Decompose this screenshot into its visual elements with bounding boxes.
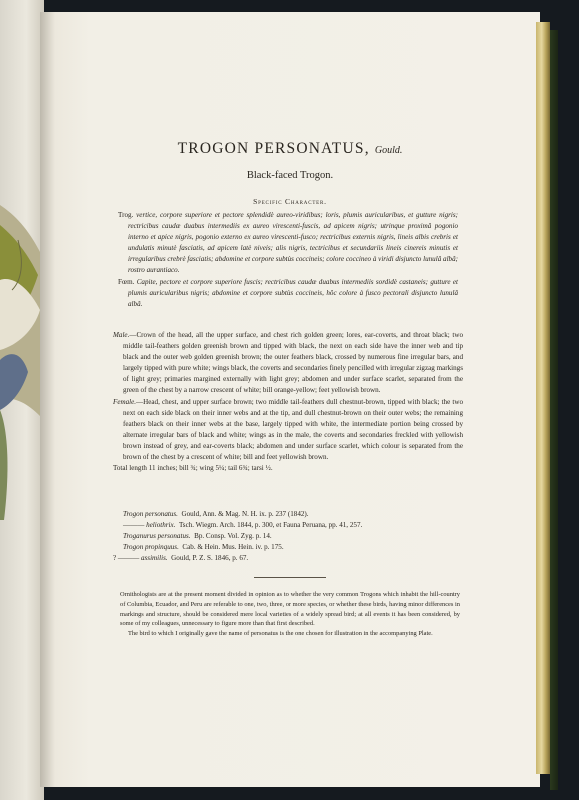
specific-character-heading: Specific Character. bbox=[253, 197, 327, 206]
notes-paragraph: Ornithologists are at the present moment divided in opinion as to whether the very common Trogons which inhabit the hill-country of Columbia, Ecuador, and Peru are referable to one, two, three, or more species, or whether these birds, having minor differences in markings and structure, should be considered mere local varieties of a widely spread bird; at all events it has been considered, by some of my colleagues, unnecessary to figure more than that first described. bbox=[120, 591, 460, 628]
text-page bbox=[40, 12, 540, 787]
measurements: Total length 11 inches; bill ¾; wing 5¼; tail 6¾; tarsi ½. bbox=[113, 464, 273, 473]
page-title: TROGON PERSONATUS, Gould. bbox=[177, 140, 403, 157]
book-cover-edge bbox=[550, 30, 558, 790]
synonym-entry: Trogon propinquus. Cab. & Hein. Mus. Hein. iv. p. 175. bbox=[123, 543, 284, 552]
synonym-entry: ——— heliothrix. Tsch. Wiegm. Arch. 1844, p. 300, et Fauna Peruana, pp. 41, 257. bbox=[123, 521, 363, 530]
english-description bbox=[113, 330, 463, 474]
female-description: —Head, chest, and upper surface brown; two middle tail-feathers dull chestnut-brown, tipped with black; the two next on each side black on their inner webs and at the tip, and dull chestnut-brown on their outer webs; the remaining feathers black on their inner webs at the base, largely tipped with white, the intermediate portion being crossed by alternate irregular bars of black and white; wings as in the male, the coverts and secondaries freckled with yellowish brown instead of grey, and ear-coverts black; abdomen and under surface scarlet, which colour is separated from the brown of the chest by a crescent of white; bill and feet yellowish brown. bbox=[123, 397, 463, 462]
latin-diagnosis bbox=[118, 210, 458, 310]
notes-paragraph: The bird to which I originally gave the name of personatus is the one chosen for illustration in the accompanying Plate. bbox=[128, 630, 433, 638]
female-latin-label: Fœm. bbox=[118, 277, 135, 286]
synonym-entry: ? ——— assimilis. Gould, P. Z. S. 1846, p. 67. bbox=[113, 554, 249, 563]
synonymy-list bbox=[113, 509, 469, 564]
male-description: —Crown of the head, all the upper surface, and chest rich golden green; lores, ear-coverts, and throat black; two middle tail-feathers golden greenish brown and tipped with black, the next on each side have the inner web and tip black and the outer web golden greenish brown; the outer feathers black, crossed by numerous fine irregular bars, and largely tipped with pure white; wings black, the coverts and secondaries finely pencilled with irregular zigzag markings of light grey; primaries margined externally with light grey; abdomen and under surface scarlet, separated from the green of the chest by a narrow crescent of white; bill orange-yellow; feet yellowish brown. bbox=[123, 331, 463, 395]
section-divider bbox=[254, 577, 326, 578]
male-latin-text: vertice, corpore superiore et pectore splendidè aureo-viridibus; loris, plumis auricularibus, et gutture nigris; rectricibus caudæ duabus intermediis ex aureo virescenti-fuscis, ad apicem nigris; utrinque proximâ pogonio interno et apice nigris, pogonio externo ex aureo virescenti-fusco; rectricibus externis nigris, lineis albis crebris et undulatis minutè fasciatis, ad apicem latè niveis; alis nigris, tectricibus et secundariis lineis cinereis minutis et irregularibus crebrè fasciatis; abdomine et corpore subtùs coccineis; colore coccineo à viridi disjuncto lunulâ albâ; rostro aurantiaco. bbox=[128, 211, 458, 275]
facing-plate-page bbox=[0, 0, 44, 800]
female-label: Female. bbox=[113, 397, 137, 406]
gilt-page-edges bbox=[536, 22, 550, 774]
synonym-entry: Troganurus personatus. Bp. Consp. Vol. Zyg. p. 14. bbox=[123, 532, 272, 541]
common-name: Black-faced Trogon. bbox=[246, 170, 334, 181]
synonym-entry: Trogon personatus. Gould, Ann. & Mag. N. H. ix. p. 237 (1842). bbox=[123, 510, 309, 518]
male-label: Male. bbox=[113, 331, 130, 339]
male-latin-label: Trog. bbox=[118, 211, 134, 219]
female-latin-text: Capite, pectore et corpore superiore fuscis; rectricibus caudæ duabus intermediis sordidè castaneis; gutture et plumis auricularibus nigris; abdomine et corpore subtùs coccineis, hôc colore à fusco pectorali disjuncto lunulâ albâ. bbox=[128, 277, 459, 308]
notes-text bbox=[120, 590, 460, 639]
bird-plate-illustration bbox=[0, 0, 44, 800]
